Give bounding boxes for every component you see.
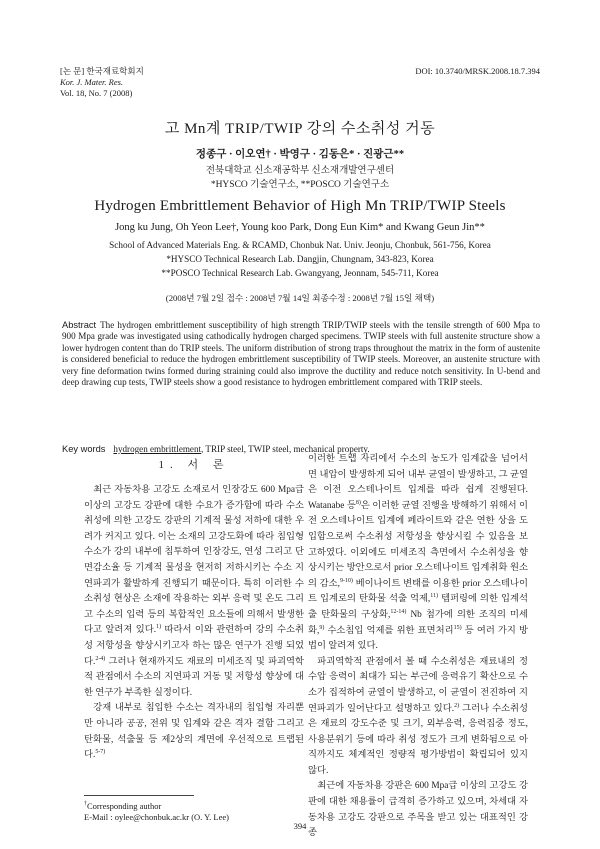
paragraph: 최근에 자동차용 강판은 600 Mpa급 이상의 고강도 강판에 대한 채용률이 급격히 증가하고 있으며, 차세대 자동차용 고강도 강판으로 주목을 받고 있는 대표적인 강종 [308, 781, 528, 839]
body-column-left [84, 452, 304, 764]
doi: DOI: 10.3740/MRSK.2008.18.7.394 [415, 66, 540, 76]
keyword-first: hydrogen embrittlement [113, 444, 202, 454]
paragraph: 강재 내부로 침입한 수소는 격자내의 침입형 자리뿐만 아니라 공공, 전위 및 입계와 같은 격자 결함 그리고 탄화물, 석출물 등 제2상의 계면에 우선적으로 트랩된다.$^{5-7)}$ [84, 703, 304, 761]
authors-kr: 정종구 · 이오연† · 박영구 · 김동은* · 진광근** [195, 149, 405, 160]
title-en: Hydrogen Embrittlement Behavior of High Mn TRIP/TWIP Steels [94, 198, 506, 214]
keywords-label: Key words [62, 444, 106, 454]
citation: 11) [430, 593, 439, 600]
citation: 9-10) [339, 577, 353, 584]
abstract-text: The hydrogen embrittlement susceptibility of high strength TRIP/TWIP steels with the tensile strength of 600 Mpa to 900 Mpa grade was investigated using cathodically hydrogen charged specimens. TWIP steels with full austenite structure show a lower hydrogen content than do TRIP steels. The uniform distribution of strong traps throughout the matrix in the form of austenite is considered beneficial to reduce the hydrogen embrittlement susceptibility of TWIP steels. Moreover, an austenite structure with very fine deformation twins formed during straining could also improve the ductility and reduce notch sensitivity. In U-bend and deep drawing cup tests, TWIP steels show a good resistance to hydrogen embrittlement compared with TRIP steels. [62, 320, 540, 388]
paragraph: 최근 자동차용 고강도 소재로서 인장강도 600 Mpa급 이상의 고강도 강판에 대한 수요가 증가함에 따라 수소취성에 의한 고강도 강판의 기계적 물성 저하에 대한 우려가 커지고 있다. 이는 소재의 고강도화에 따라 침입형 수소가 강의 내부에 침투하여 인장강도, 연성 그리고 단면감소율 등 기계적 물성을 현저히 저하시키는 수소 지연파괴가 활발하게 진행되기 때문이다. 특히 이러한 수소취성 현상은 소재에 작용하는 외부 응력 및 온도 그리고 수소의 입력 등의 복합적인 요소들에 의해서 발생한다고 알려져 있다.$^{1)}$ 따라서 이와 관련하여 강의 수소취성 저항성을 향상시키고자 하는 많은 연구가 진행 되었다.$^{2-4)}$ 그러나 현재까지도 재료의 미세조직 및 파괴역학적 관점에서 수소의 지연파괴 거동 및 저항성 향상에 대한 연구가 부족한 실정이다. [84, 485, 304, 698]
citation: 2) [454, 702, 460, 709]
footnote [84, 799, 229, 823]
section-heading: 1. 서 론 [158, 459, 230, 471]
footnote-email: E-Mail : oylee@chonbuk.ac.kr (O. Y. Lee) [84, 811, 229, 822]
authors-en: Jong ku Jung, Oh Yeon Lee†, Young koo Park, Dong Eun Kim* and Kwang Geun Jin** [115, 222, 485, 233]
footnote-corresponding: Corresponding author [87, 800, 162, 811]
footnote-rule [84, 795, 194, 796]
keywords-rest: , TRIP steel, TWIP steel, mechanical property. [201, 444, 370, 454]
citation: 15) [453, 624, 462, 631]
journal-header [60, 66, 144, 99]
paragraph: 파괴역학적 관점에서 볼 때 수소취성은 재료내의 정수압 응력이 최대가 되는 부근에 응력유기 확산으로 수소가 집적하여 균열이 발생하고, 이 균열이 전진하여 지연파괴가 일어난다고 설명하고 있다.$^{2)}$ 그러나 수소취성은 재료의 강도수준 및 크기, 외부응력, 응력집중 정도, 사용분위기 등에 따라 취성 정도가 크게 변화됨으로 아직까지도 체계적인 정량적 평가방법이 확립되어 있지 않다. [308, 656, 528, 776]
title-kr: 고 Mn계 TRIP/TWIP 강의 수소취성 거동 [164, 121, 436, 137]
abstract-label: Abstract [62, 320, 97, 330]
journal-name-kr: [논 문] 한국재료학회지 [60, 66, 144, 76]
affiliation-en-2: *HYSCO Technical Research Lab. Dangjin, Chungnam, 343-823, Korea [166, 254, 434, 264]
citation: 1) [156, 624, 162, 631]
affiliation-en-1: School of Advanced Materials Eng. & RCAMD, Chonbuk Nat. Univ. Jeonju, Chonbuk, 561-756, Korea [109, 240, 491, 250]
footnote-mark: † [84, 801, 87, 807]
body-column-right [308, 452, 528, 842]
citation: 12-14) [390, 608, 407, 615]
page-number: 394 [293, 821, 307, 831]
citation: 9) [319, 624, 325, 631]
affiliation-en-3: **POSCO Technical Research Lab. Gwangyang, Jeonnam, 545-711, Korea [161, 268, 439, 278]
affiliation-kr-1: 전북대학교 신소재공학부 신소재개발연구센터 [205, 166, 395, 176]
submission-dates: (2008년 7월 2일 접수 : 2008년 7월 14일 최종수정 : 2008년 7월 15일 채택) [165, 293, 435, 303]
journal-name-en: Kor. J. Mater. Res. [60, 77, 124, 87]
citation: 8) [355, 499, 361, 506]
abstract [62, 320, 540, 388]
citation: 2-4) [95, 655, 106, 662]
paragraph: 이러한 트랩 자리에서 수소의 농도가 임계값을 넘어서면 내압이 발생하게 되어 내부 균열이 발생하고, 그 균열은 이전 오스테나이트 입계를 따라 쉽게 진행된다. Watanabe 등$^{8)}$은 이러한 균열 진행을 방해하기 위해서 이전 오스테나이트 입계에 페라이트와 같은 연한 상을 도입함으로써 수소취성 저항성을 향상시킬 수 있음을 보고하였다. 이외에도 미세조직 측면에서 수소취성을 향상시키는 방안으로서 prior 오스테나이트 입계취화 원소의 감소,$^{9-10)}$ 베이나이트 변태를 이용한 prior 오스테나이트 입계로의 탄화물 석출 억제,$^{11)}$ 템퍼링에 의한 입계석출 탄화물의 구상화,$^{12-14)}$ Nb 첨가에 의한 조직의 미세화,$^{9)}$ 수소침입 억제를 위한 표면처리$^{15)}$ 등 여러 가지 방법이 알려져 있다. [308, 454, 529, 652]
journal-volume: Vol. 18, No. 7 (2008) [60, 88, 133, 98]
affiliation-kr-2: *HYSCO 기술연구소, **POSCO 기술연구소 [210, 180, 390, 190]
citation: 5-7) [95, 749, 106, 755]
